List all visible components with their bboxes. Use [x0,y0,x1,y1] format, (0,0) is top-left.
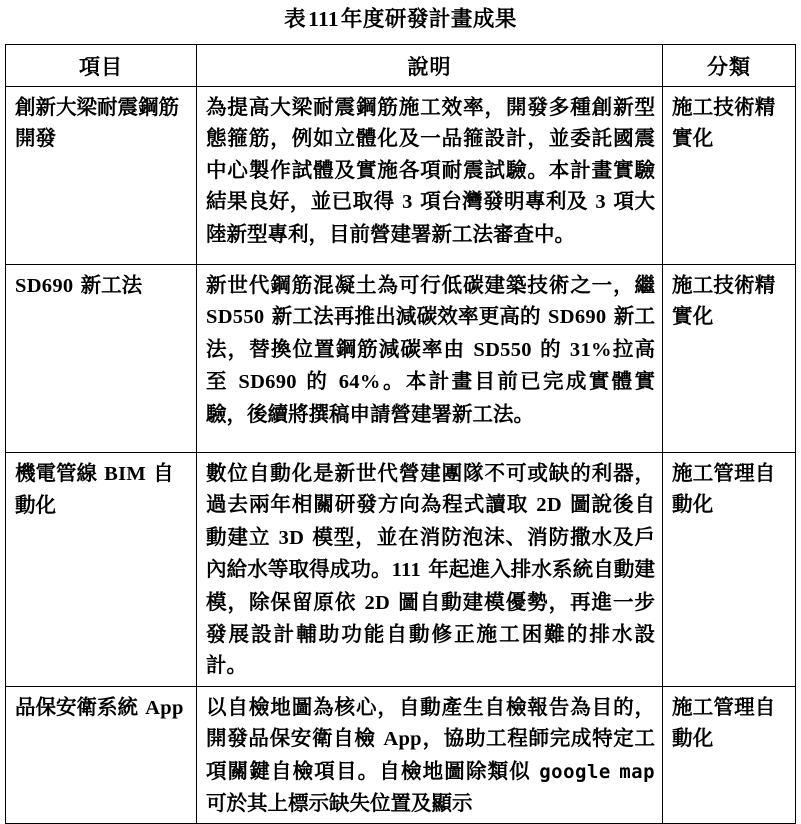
page-title-prefix: 表 [284,7,307,32]
table-header-row [6,45,796,87]
cell-description [197,265,663,453]
description-text: 新世代鋼筋混凝土為可行低碳建築技術之一，繼 SD550 新工法再推出減碳效率更高的 SD690 新工法，替換位置鋼筋減碳率由 SD550 的 31%拉高至 SD690 的 64%。本計畫目前已完成實體實驗，後續將撰稿申請營建署新工法。 [206,273,656,426]
item-text: SD690 新工法 [15,273,143,297]
cell-description [197,87,663,265]
page-title-year: 111 [308,7,339,31]
table-row [6,87,796,265]
page-title-suffix: 年度研發計畫成果 [340,7,517,32]
table-row [6,265,796,453]
cell-item [6,87,197,265]
table-header [6,45,796,87]
cell-item [6,686,197,824]
cell-classification [663,87,796,265]
table-row [6,686,796,824]
item-text: 品保安衛系統 App [15,694,184,719]
cell-item [6,453,197,687]
page-title [0,2,801,37]
column-header-item: 項目 [6,45,197,87]
item-text: 創新大梁耐震鋼筋開發 [15,95,179,151]
classification-text: 施工技術精實化 [672,273,776,329]
research-results-table [5,44,796,824]
description-text: 為提高大梁耐震鋼筋施工效率，開發多種創新型態箍筋，例如立體化及一品箍設計，並委託國震中心製作試體及實施各項耐震試驗。本計畫實驗結果良好，並已取得 3 項台灣發明專利及 3 項大陸新型專利，目前營建署新工法審查中。 [206,95,655,246]
cell-description [197,686,663,824]
description-text: 數位自動化是新世代營建團隊不可或缺的利器，過去兩年相關研發方向為程式讀取 2D 圖說後自動建立 3D 模型，並在消防泡沫、消防撒水及戶內給水等取得成功。111 年起進入排水系統自動建模，除保留原依 2D 圖自動建模優勢，再進一步發展設計輔助功能自動修正施工困難的排水設計。 [206,461,656,678]
description-text: 以自檢地圖為核心，自動產生自檢報告為目的，開發品保安衛自檢 App，協助工程師完成特定工項關鍵自檢項目。自檢地圖除類似 google map 可於其上標示缺失位置及顯示 [206,694,656,816]
cell-description [197,453,663,687]
table-body [6,87,796,824]
classification-text: 施工技術精實化 [672,95,776,151]
item-text: 機電管線 BIM 自動化 [15,461,174,518]
classification-text: 施工管理自動化 [672,461,776,517]
cell-classification [663,453,796,687]
cell-classification [663,686,796,824]
classification-text: 施工管理自動化 [672,694,776,751]
cell-item [6,265,197,453]
cell-classification [663,265,796,453]
column-header-classification: 分類 [663,45,796,87]
table-row [6,453,796,687]
column-header-description: 說明 [197,45,663,87]
